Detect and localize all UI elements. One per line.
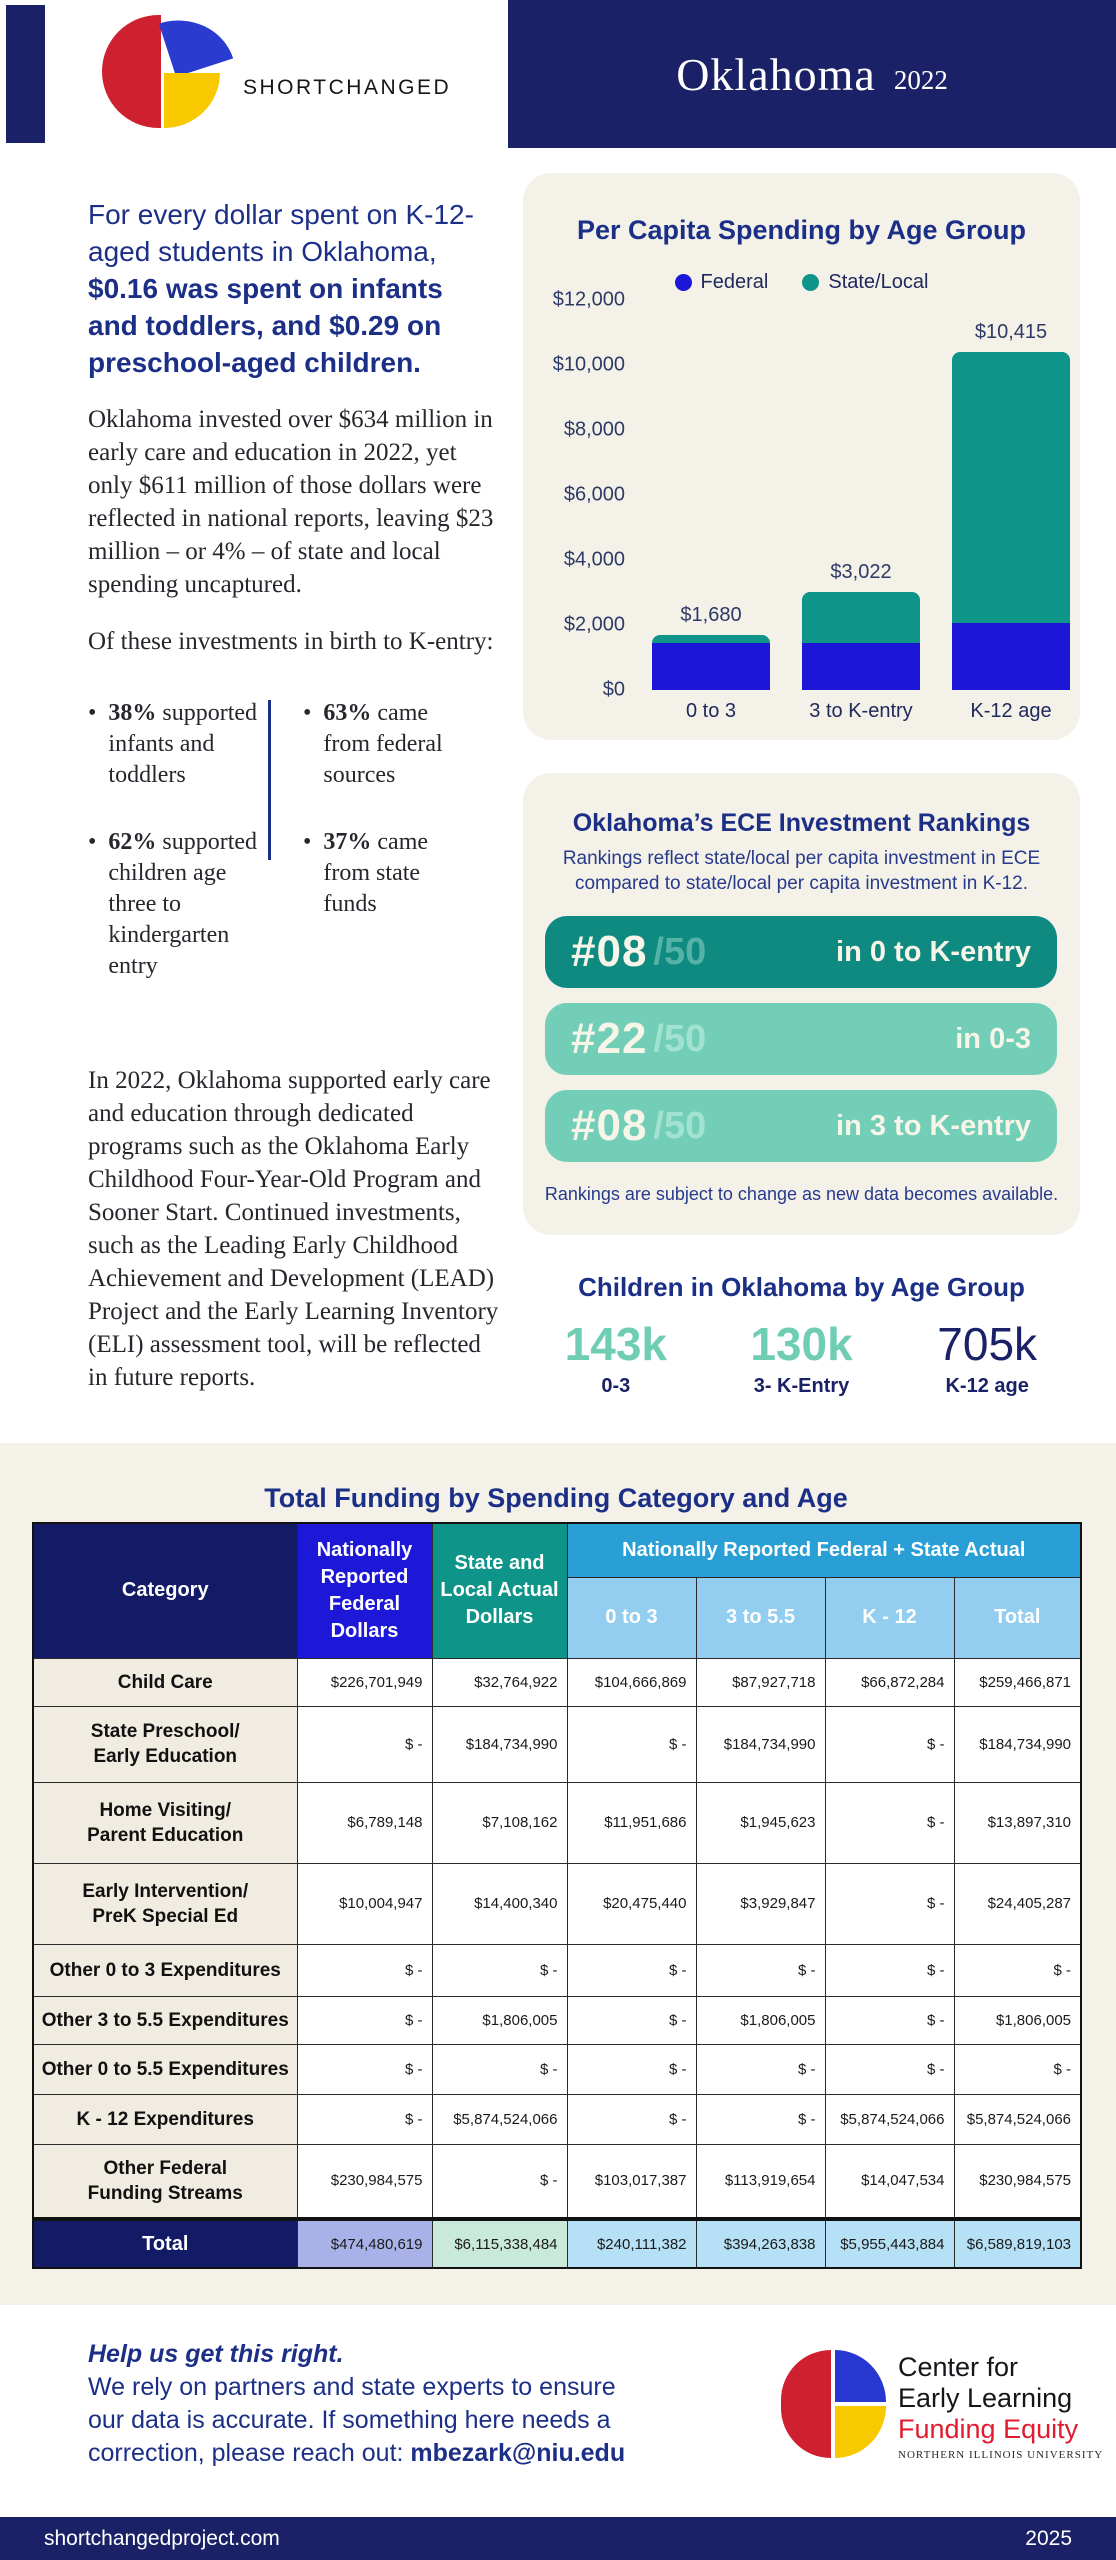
bullet-text: 38% supported infants and toddlers — [108, 700, 258, 788]
lead-bold: $0.16 was spent on infants and toddlers, and $0.29 on preschool-aged children. — [88, 273, 443, 378]
legend-dot-icon — [802, 274, 819, 291]
cell-value: $6,789,148 — [297, 1782, 432, 1863]
cell-value: $ - — [825, 1863, 954, 1944]
bullet-percent: 38% — [108, 700, 157, 726]
row-label-line: Other 0 to 3 Expenditures — [49, 1959, 281, 1981]
row-label-line: K - 12 Expenditures — [76, 2108, 254, 2130]
y-axis-tick: $2,000 — [563, 613, 625, 636]
ranking-pill — [545, 1090, 1057, 1162]
funding-table-body — [33, 1658, 1081, 2219]
paragraph-bullets-intro: Of these investments in birth to K-entry: — [88, 628, 494, 655]
cell-value: $ - — [696, 2094, 825, 2144]
row-label-line: PreK Special Ed — [92, 1905, 239, 1927]
ranking-number: #22 — [571, 1014, 648, 1063]
cell-value: $24,405,287 — [954, 1863, 1081, 1944]
table-row — [33, 1944, 1081, 1996]
bar-stack — [652, 635, 770, 690]
chart-title: Per Capita Spending by Age Group — [576, 215, 1027, 245]
y-axis-tick: $12,000 — [552, 288, 625, 311]
cell-value: $104,666,869 — [567, 1658, 696, 1706]
total-cell-value: $474,480,619 — [297, 2219, 432, 2268]
help-line: our data is accurate. If something here needs a — [88, 2406, 611, 2434]
cell-value: $ - — [297, 1944, 432, 1996]
contact-email-link[interactable]: mbezark@niu.edu — [410, 2439, 626, 2467]
niu-center-logo — [781, 2350, 1103, 2461]
cell-value: $103,017,387 — [567, 2144, 696, 2219]
federal-bar-segment — [802, 643, 920, 690]
ranking-category-label: in 0 to K-entry — [836, 935, 1031, 968]
cell-value: $11,951,686 — [567, 1782, 696, 1863]
cell-value: $14,400,340 — [432, 1863, 567, 1944]
cell-value: $ - — [297, 1706, 432, 1782]
cell-value: $184,734,990 — [432, 1706, 567, 1782]
table-row — [33, 2094, 1081, 2144]
row-label-line: Other Federal — [103, 2157, 228, 2179]
bullet-text: 37% came from state funds — [323, 829, 429, 917]
cell-value: $ - — [567, 2094, 696, 2144]
niu-pie-blue — [835, 2350, 886, 2402]
footer-year: 2025 — [1025, 2526, 1072, 2550]
y-axis-tick: $0 — [602, 678, 625, 701]
bullet-item — [303, 698, 461, 791]
row-label-line: State Preschool/ — [90, 1721, 240, 1742]
niu-line1: Center for — [898, 2352, 1019, 2382]
total-cell-value: $5,955,443,884 — [825, 2219, 954, 2268]
cell-value: $226,701,949 — [297, 1658, 432, 1706]
bullet-text: 63% came from federal sources — [323, 700, 443, 788]
rankings-note: Rankings are subject to change as new data becomes available. — [544, 1184, 1059, 1204]
sub-col-header: 3 to 5.5 — [696, 1577, 825, 1658]
shortchanged-logo-icon — [102, 13, 237, 133]
x-axis-label: 3 to K-entry — [809, 700, 913, 722]
bullet-list-sources — [281, 698, 461, 1018]
cell-value: $20,475,440 — [567, 1863, 696, 1944]
rankings-pills — [545, 916, 1057, 1177]
cell-value: $1,945,623 — [696, 1782, 825, 1863]
ranking-denominator: /50 — [653, 1104, 707, 1147]
funding-table-title: Total Funding by Spending Category and Age — [264, 1483, 848, 1513]
federal-bar-segment — [652, 643, 770, 690]
niu-line3: Funding Equity — [898, 2414, 1079, 2444]
total-cell-value: $6,115,338,484 — [432, 2219, 567, 2268]
header-accent-bar — [6, 5, 45, 143]
row-label — [33, 1863, 297, 1944]
ranking-pill — [545, 916, 1057, 988]
cell-value: $ - — [696, 2044, 825, 2094]
cell-value: $ - — [954, 1944, 1081, 1996]
logo-red-half — [102, 15, 161, 128]
cell-value: $ - — [954, 2044, 1081, 2094]
bullet-item — [303, 827, 461, 920]
sub-col-header: Total — [954, 1577, 1081, 1658]
cell-value: $ - — [567, 1706, 696, 1782]
sub-col-header: 0 to 3 — [567, 1577, 696, 1658]
child-stat-label: 0-3 — [601, 1375, 631, 1397]
row-label — [33, 2044, 297, 2094]
lead-regular: For every dollar spent on K-12-aged students in Oklahoma, — [88, 199, 474, 267]
col-header-state-local: State and Local Actual Dollars — [432, 1523, 567, 1658]
bullet-columns — [88, 698, 500, 1018]
help-line-prefix: correction, please reach out: — [88, 2439, 411, 2467]
help-title: Help us get this right. — [88, 2340, 344, 2368]
cell-value: $ - — [297, 1996, 432, 2044]
federal-bar-segment — [952, 623, 1070, 690]
bullet-item — [88, 698, 258, 791]
row-label — [33, 1996, 297, 2044]
cell-value: $113,919,654 — [696, 2144, 825, 2219]
row-label-line: Other 3 to 5.5 Expenditures — [41, 2009, 289, 2031]
row-label — [33, 1782, 297, 1863]
cell-value: $5,874,524,066 — [825, 2094, 954, 2144]
state-local-bar-segment — [652, 635, 770, 642]
cell-value: $230,984,575 — [297, 2144, 432, 2219]
bullet-text: 62% supported children age three to kindergarten entry — [108, 829, 258, 979]
bar-stack — [802, 592, 920, 690]
total-row — [33, 2219, 1081, 2268]
logo-blue-wedge — [159, 5, 233, 77]
niu-line4: NORTHERN ILLINOIS UNIVERSITY — [898, 2449, 1104, 2461]
logo-yellow-quarter — [164, 73, 220, 128]
row-label-line: Early Education — [93, 1746, 238, 1767]
chart-plot-area — [552, 288, 1078, 722]
y-axis-tick: $4,000 — [563, 548, 625, 571]
sub-col-header: K - 12 — [825, 1577, 954, 1658]
cell-value: $ - — [567, 2044, 696, 2094]
rankings-title: Oklahoma’s ECE Investment Rankings — [572, 809, 1031, 837]
child-stat-value: 705k — [937, 1318, 1038, 1370]
cell-value: $7,108,162 — [432, 1782, 567, 1863]
paragraph-programs: In 2022, Oklahoma supported early care and education through dedicated programs such as the Oklahoma Early Childhood Four-Year-Old Program and Sooner Start. Continued investments, such as the Leading Early Childhood Achievement and Development (LEAD) Project and the Early Learning Inventory (ELI) assessment tool, will be reflected in future reports. — [88, 1067, 499, 1391]
cell-value: $1,806,005 — [432, 1996, 567, 2044]
row-label — [33, 1944, 297, 1996]
report-year: 2022 — [893, 64, 948, 95]
total-cell-value: $240,111,382 — [567, 2219, 696, 2268]
cell-value: $ - — [567, 1944, 696, 1996]
table-row — [33, 2044, 1081, 2094]
row-label-line: Funding Streams — [87, 2182, 243, 2204]
row-label-line: Home Visiting/ — [99, 1799, 232, 1821]
cell-value: $184,734,990 — [696, 1706, 825, 1782]
child-stat-label: K-12 age — [945, 1375, 1029, 1397]
cell-value: $1,806,005 — [954, 1996, 1081, 2044]
header-title-block — [508, 0, 1116, 148]
cell-value: $230,984,575 — [954, 2144, 1081, 2219]
bullet-marker: • — [303, 829, 312, 855]
child-stat — [523, 1317, 709, 1398]
legend-dot-icon — [675, 274, 692, 291]
cell-value: $ - — [825, 2044, 954, 2094]
per-capita-chart-panel — [523, 173, 1080, 740]
help-line: We rely on partners and state experts to ensure — [88, 2373, 616, 2401]
bar-total-label: $1,680 — [680, 604, 742, 627]
ranking-category-label: in 0-3 — [955, 1022, 1031, 1055]
child-stat — [709, 1317, 895, 1398]
niu-pie-icon — [781, 2350, 886, 2458]
x-axis-label: K-12 age — [970, 700, 1052, 722]
total-cell-value: $394,263,838 — [696, 2219, 825, 2268]
children-stats-title: Children in Oklahoma by Age Group — [578, 1272, 1025, 1302]
help-line — [88, 2437, 648, 2470]
bullet-item — [88, 827, 258, 982]
ranking-denominator: /50 — [653, 930, 707, 973]
table-row — [33, 1706, 1081, 1782]
row-label — [33, 2094, 297, 2144]
project-site-link[interactable]: shortchangedproject.com — [44, 2526, 280, 2550]
cell-value: $ - — [432, 2044, 567, 2094]
child-stat-label: 3- K-Entry — [753, 1375, 850, 1397]
child-stat — [894, 1317, 1080, 1398]
rankings-panel — [523, 773, 1080, 1235]
bullet-marker: • — [88, 700, 97, 726]
ranking-denominator: /50 — [653, 1017, 707, 1060]
table-row — [33, 1996, 1081, 2044]
row-label-line: Child Care — [117, 1671, 213, 1693]
cell-value: $ - — [825, 1706, 954, 1782]
children-stats-row — [523, 1317, 1080, 1398]
ranking-number: #08 — [571, 1101, 648, 1150]
cell-value: $ - — [297, 2044, 432, 2094]
cell-value: $ - — [696, 1944, 825, 1996]
legend-label: State/Local — [828, 271, 929, 293]
bullet-divider — [268, 700, 271, 860]
col-header-span: Nationally Reported Federal + State Actual — [567, 1523, 1081, 1577]
child-stat-value: 130k — [750, 1318, 853, 1370]
cell-value: $ - — [432, 2144, 567, 2219]
cell-value: $3,929,847 — [696, 1863, 825, 1944]
cell-value: $14,047,534 — [825, 2144, 954, 2219]
funding-table-footer — [33, 2219, 1081, 2268]
child-stat-value: 143k — [564, 1318, 667, 1370]
ranking-category-label: in 3 to K-entry — [836, 1109, 1031, 1142]
col-header-category: Category — [33, 1523, 297, 1658]
table-row — [33, 1658, 1081, 1706]
bullet-percent: 37% — [323, 829, 372, 855]
table-row — [33, 2144, 1081, 2219]
niu-pie-yellow — [835, 2406, 886, 2458]
legend-label: Federal — [700, 271, 769, 293]
cell-value: $ - — [567, 1996, 696, 2044]
cell-value: $ - — [297, 2094, 432, 2144]
bottom-bar — [0, 2517, 1116, 2560]
cell-value: $ - — [432, 1944, 567, 1996]
row-label-line: Other 0 to 5.5 Expenditures — [41, 2058, 289, 2080]
cell-value: $32,764,922 — [432, 1658, 567, 1706]
y-axis-tick: $10,000 — [552, 353, 625, 376]
row-label-line: Early Intervention/ — [82, 1880, 249, 1902]
paragraph-investment: Oklahoma invested over $634 million in early care and education in 2022, yet only $611 million of those dollars were reflected in national reports, leaving $23 million – or 4% – of state and local spending uncaptured. — [88, 406, 494, 598]
table-row — [33, 1863, 1081, 1944]
funding-table-header — [33, 1523, 1081, 1658]
funding-table — [32, 1522, 1082, 2269]
cell-value: $259,466,871 — [954, 1658, 1081, 1706]
legend-item — [675, 271, 769, 294]
state-local-bar-segment — [952, 352, 1070, 624]
y-axis-tick: $6,000 — [563, 483, 625, 506]
state-local-bar-segment — [802, 592, 920, 643]
total-row-label: Total — [33, 2219, 297, 2268]
niu-logo-text — [898, 2350, 1103, 2461]
bar-total-label: $3,022 — [830, 560, 892, 583]
brand-wordmark: SHORTCHANGED — [243, 76, 452, 99]
bullet-percent: 63% — [323, 700, 372, 726]
cell-value: $ - — [825, 1944, 954, 1996]
niu-line2: Early Learning — [898, 2383, 1073, 2413]
y-axis-tick: $8,000 — [563, 418, 625, 441]
cell-value: $87,927,718 — [696, 1658, 825, 1706]
cell-value: $ - — [825, 1996, 954, 2044]
bullet-percent: 62% — [108, 829, 157, 855]
cell-value: $10,004,947 — [297, 1863, 432, 1944]
lead-statement — [88, 196, 500, 381]
cell-value: $1,806,005 — [696, 1996, 825, 2044]
total-cell-value: $6,589,819,103 — [954, 2219, 1081, 2268]
ranking-number: #08 — [571, 927, 648, 976]
cell-value: $66,872,284 — [825, 1658, 954, 1706]
row-label — [33, 2144, 297, 2219]
x-axis-label: 0 to 3 — [685, 700, 737, 722]
cell-value: $ - — [825, 1782, 954, 1863]
row-label — [33, 1706, 297, 1782]
cell-value: $13,897,310 — [954, 1782, 1081, 1863]
legend-item — [802, 271, 928, 294]
bullet-list-ages — [88, 698, 258, 1018]
ranking-pill — [545, 1003, 1057, 1075]
bar-stack — [952, 352, 1070, 690]
cell-value: $5,874,524,066 — [954, 2094, 1081, 2144]
cell-value: $5,874,524,066 — [432, 2094, 567, 2144]
rankings-subtitle: Rankings reflect state/local per capita investment in ECE compared to state/local per capita investment in K-12. — [562, 848, 1041, 894]
col-header-federal: Nationally Reported Federal Dollars — [297, 1523, 432, 1658]
bullet-marker: • — [88, 829, 97, 855]
funding-table-band — [0, 1443, 1116, 2305]
table-row — [33, 1782, 1081, 1863]
children-stats-section — [523, 1272, 1080, 1398]
left-column — [88, 196, 500, 1394]
niu-pie-red — [781, 2350, 831, 2458]
bar-total-label: $10,415 — [974, 320, 1048, 343]
cell-value: $184,734,990 — [954, 1706, 1081, 1782]
bullet-marker: • — [303, 700, 312, 726]
state-title: Oklahoma — [676, 48, 876, 100]
row-label-line: Parent Education — [87, 1824, 244, 1846]
help-block — [88, 2338, 648, 2470]
row-label — [33, 1658, 297, 1706]
